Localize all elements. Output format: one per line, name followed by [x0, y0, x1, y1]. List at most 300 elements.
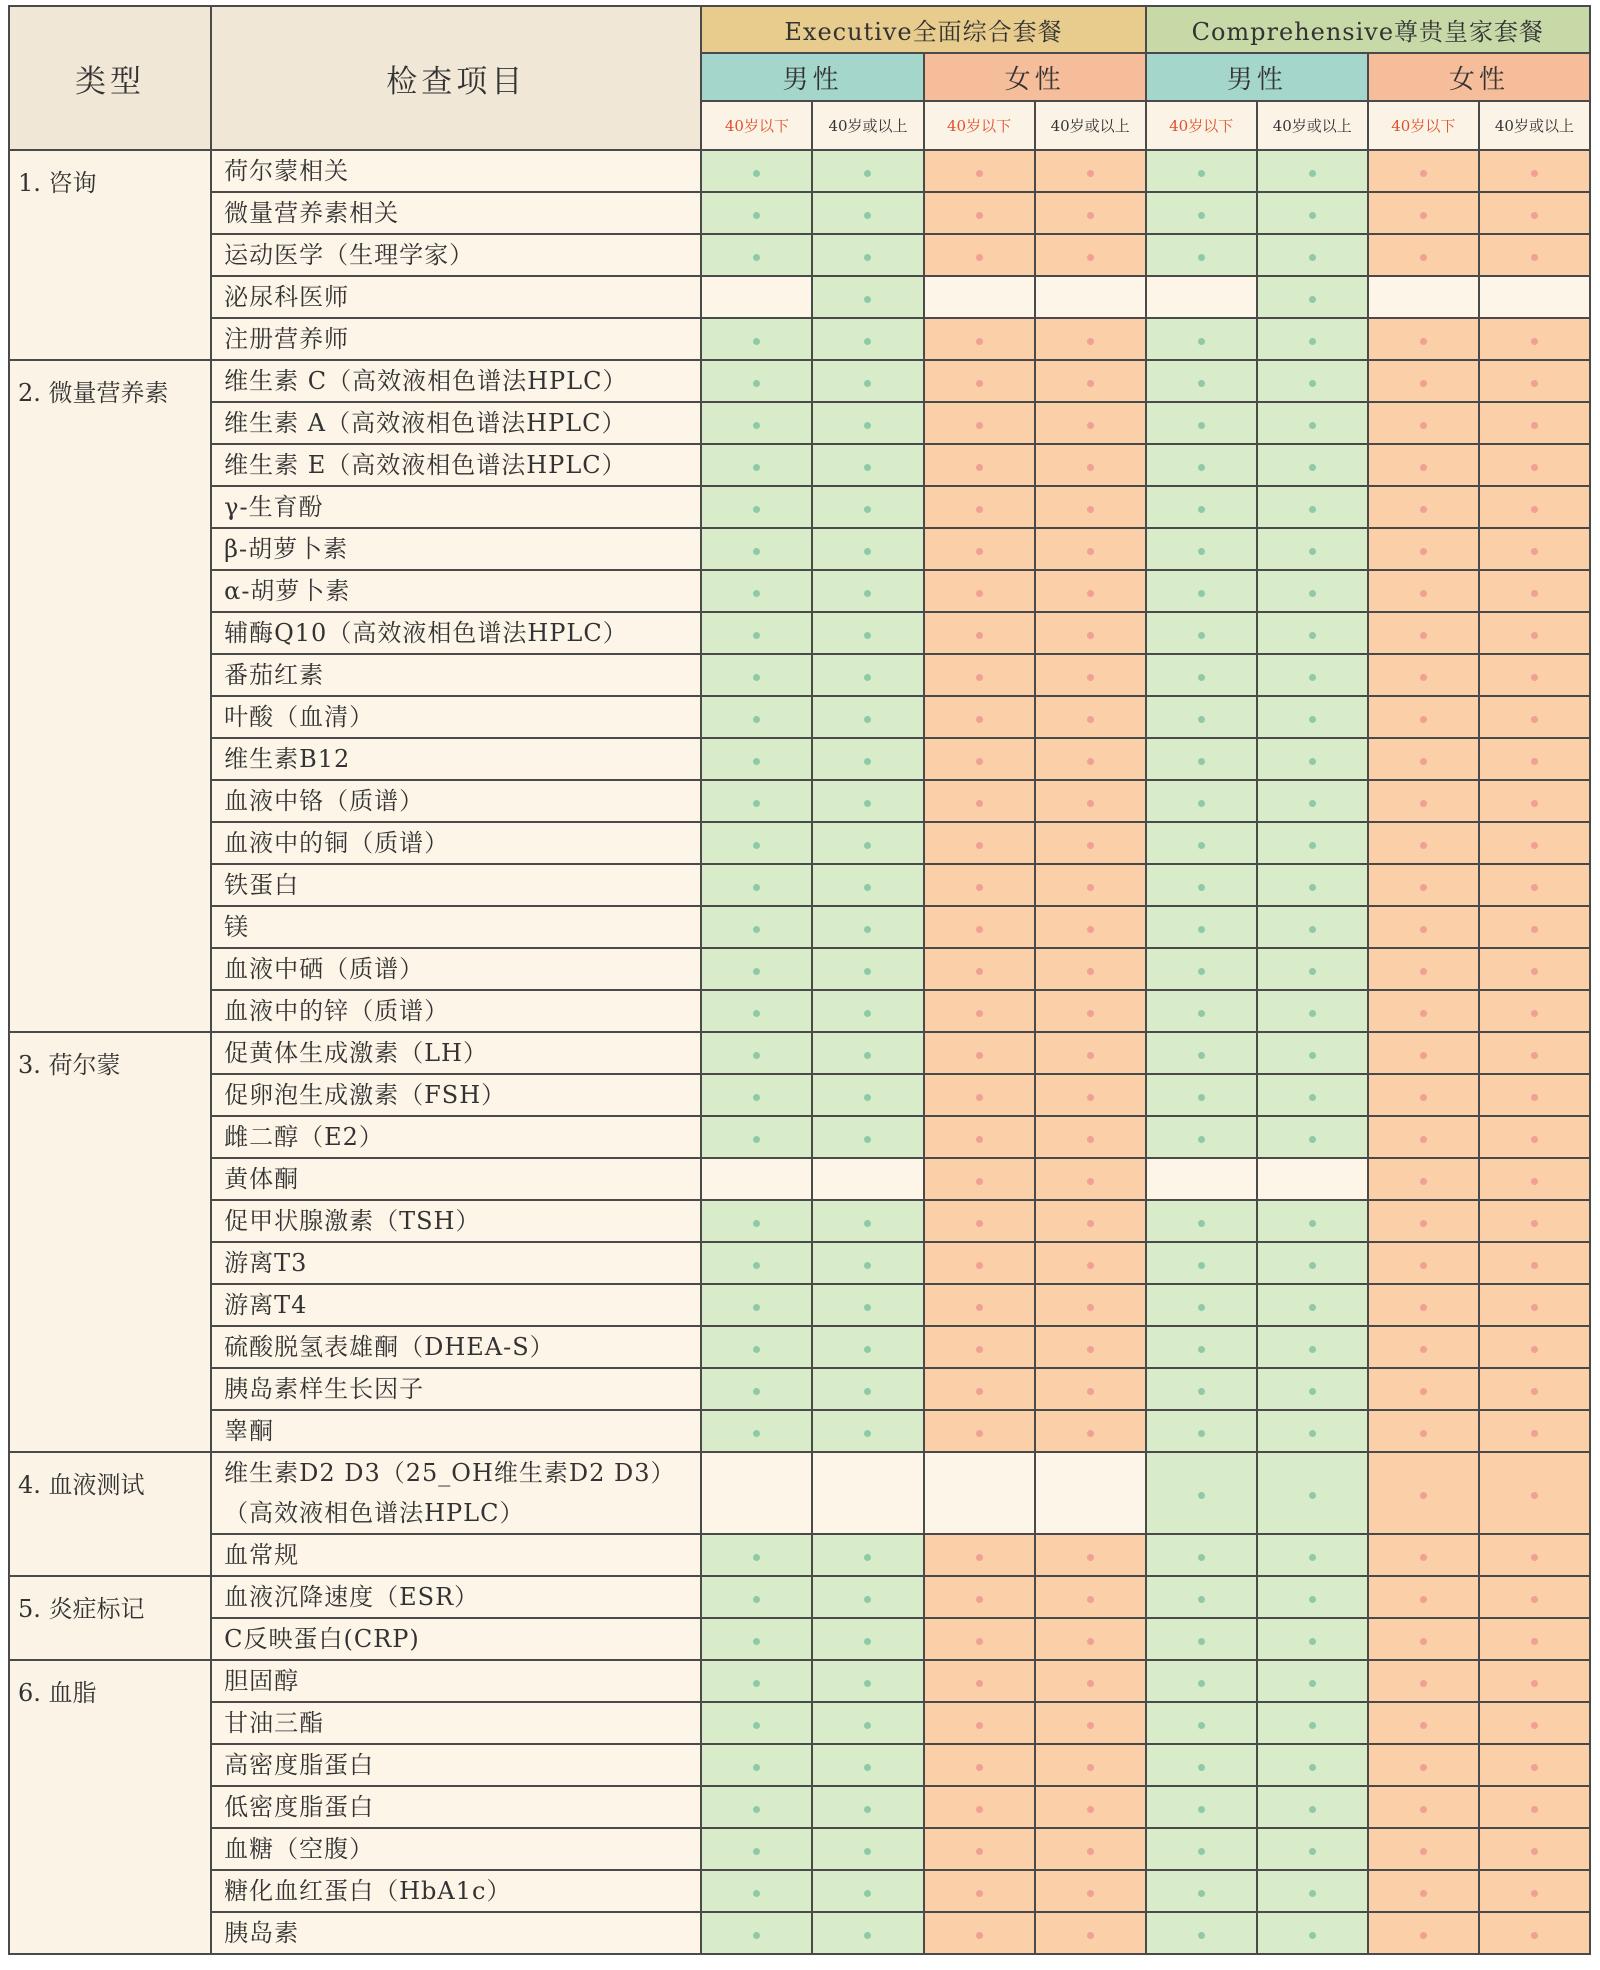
included-dot-icon [1087, 716, 1094, 723]
included-cell [1479, 570, 1590, 612]
included-dot-icon [1420, 590, 1427, 597]
table-row [9, 276, 1590, 318]
category-cell: 2. 微量营养素 [9, 360, 211, 1032]
comprehensive-male-header: 男性 [1146, 53, 1368, 101]
included-dot-icon [976, 170, 983, 177]
included-dot-icon [1309, 1430, 1316, 1437]
included-cell [924, 570, 1035, 612]
included-dot-icon [753, 800, 760, 807]
included-cell [1479, 1200, 1590, 1242]
included-cell [1257, 444, 1368, 486]
included-dot-icon [1309, 1262, 1316, 1269]
included-cell [1479, 1242, 1590, 1284]
included-cell [1146, 864, 1257, 906]
included-dot-icon [753, 926, 760, 933]
exam-item-cell [211, 1158, 701, 1200]
exam-item-name: 游离T3 [224, 1249, 308, 1277]
exam-item-name: γ-生育酚 [224, 493, 324, 521]
included-cell [1035, 1116, 1146, 1158]
table-row [9, 192, 1590, 234]
exam-item-name: C反映蛋白(CRP) [224, 1625, 420, 1653]
included-cell [812, 1032, 923, 1074]
included-cell [924, 360, 1035, 402]
included-dot-icon [1420, 548, 1427, 555]
table-row [9, 1744, 1590, 1786]
included-cell [1257, 360, 1368, 402]
included-dot-icon [1531, 1220, 1538, 1227]
included-cell [1479, 1660, 1590, 1702]
included-cell [701, 234, 812, 276]
included-cell [1368, 612, 1479, 654]
included-cell [1257, 276, 1368, 318]
table-row [9, 1284, 1590, 1326]
table-row [9, 360, 1590, 402]
included-dot-icon [1531, 1010, 1538, 1017]
included-dot-icon [753, 674, 760, 681]
exam-item-cell [211, 1618, 701, 1660]
included-dot-icon [1087, 170, 1094, 177]
included-dot-icon [976, 212, 983, 219]
included-dot-icon [1309, 926, 1316, 933]
included-cell [1146, 780, 1257, 822]
included-dot-icon [753, 1220, 760, 1227]
included-dot-icon [976, 632, 983, 639]
included-dot-icon [1087, 632, 1094, 639]
included-dot-icon [1198, 1388, 1205, 1395]
included-cell [924, 1618, 1035, 1660]
exam-item-cell [211, 444, 701, 486]
included-dot-icon [1087, 1178, 1094, 1185]
exam-item-cell [211, 822, 701, 864]
included-dot-icon [976, 254, 983, 261]
included-dot-icon [1531, 1806, 1538, 1813]
included-cell [1479, 822, 1590, 864]
included-cell [924, 654, 1035, 696]
included-cell [1035, 822, 1146, 864]
exam-item-name: 维生素 A（高效液相色谱法HPLC） [224, 409, 627, 437]
included-cell [812, 1368, 923, 1410]
included-cell [1368, 864, 1479, 906]
exam-item-cell [211, 1786, 701, 1828]
table-row [9, 1576, 1590, 1618]
included-cell [1035, 1032, 1146, 1074]
exam-item-cell [211, 234, 701, 276]
age-under-40-header: 40岁以下 [1368, 101, 1479, 150]
included-dot-icon [1420, 1638, 1427, 1645]
included-cell [1035, 738, 1146, 780]
included-dot-icon [864, 1094, 871, 1101]
not-included-cell [701, 276, 812, 318]
included-cell [1257, 1032, 1368, 1074]
included-cell [1479, 864, 1590, 906]
table-row [9, 990, 1590, 1032]
included-cell [701, 612, 812, 654]
included-cell [1146, 234, 1257, 276]
included-dot-icon [1420, 1764, 1427, 1771]
included-cell [924, 1116, 1035, 1158]
included-dot-icon [753, 842, 760, 849]
included-dot-icon [864, 1848, 871, 1855]
included-cell [1146, 612, 1257, 654]
included-dot-icon [1531, 1304, 1538, 1311]
exam-item-cell [211, 1828, 701, 1870]
included-dot-icon [976, 1178, 983, 1185]
included-cell [924, 822, 1035, 864]
included-dot-icon [864, 338, 871, 345]
included-dot-icon [1309, 506, 1316, 513]
included-cell [1368, 1828, 1479, 1870]
included-dot-icon [1309, 1806, 1316, 1813]
included-cell [1479, 402, 1590, 444]
included-cell [1257, 612, 1368, 654]
exam-item-cell [211, 1242, 701, 1284]
included-dot-icon [753, 1722, 760, 1729]
included-dot-icon [1531, 1346, 1538, 1353]
included-dot-icon [1087, 1680, 1094, 1687]
exam-item-name: 血液中的锌（质谱） [224, 997, 450, 1025]
included-dot-icon [1198, 422, 1205, 429]
table-row [9, 1912, 1590, 1954]
included-dot-icon [1420, 968, 1427, 975]
included-cell [1368, 318, 1479, 360]
included-dot-icon [1531, 170, 1538, 177]
included-dot-icon [1420, 1932, 1427, 1939]
included-cell [1368, 402, 1479, 444]
included-dot-icon [1087, 1722, 1094, 1729]
included-cell [1257, 1576, 1368, 1618]
included-dot-icon [1309, 800, 1316, 807]
included-dot-icon [1531, 506, 1538, 513]
included-dot-icon [1087, 1806, 1094, 1813]
exam-item-cell [211, 1116, 701, 1158]
exam-item-name: 胰岛素 [224, 1919, 300, 1947]
included-cell [924, 1158, 1035, 1200]
included-cell [1257, 1618, 1368, 1660]
included-cell [1146, 1074, 1257, 1116]
included-dot-icon [864, 1554, 871, 1561]
included-dot-icon [1309, 884, 1316, 891]
included-dot-icon [1309, 590, 1316, 597]
not-included-cell [1035, 1452, 1146, 1534]
included-dot-icon [1531, 1492, 1538, 1499]
included-dot-icon [1420, 1346, 1427, 1353]
included-cell [1257, 1368, 1368, 1410]
exam-item-name: 铁蛋白 [224, 871, 300, 899]
exam-item-cell [211, 570, 701, 612]
included-dot-icon [1309, 1220, 1316, 1227]
included-cell [924, 1326, 1035, 1368]
included-cell [1368, 1074, 1479, 1116]
included-dot-icon [1198, 1638, 1205, 1645]
category-cell: 6. 血脂 [9, 1660, 211, 1954]
included-dot-icon [1087, 1638, 1094, 1645]
included-cell [1368, 1410, 1479, 1452]
included-cell [701, 1576, 812, 1618]
included-cell [1035, 948, 1146, 990]
included-dot-icon [1198, 1052, 1205, 1059]
included-dot-icon [753, 1388, 760, 1395]
included-dot-icon [1309, 422, 1316, 429]
included-dot-icon [1420, 1262, 1427, 1269]
included-cell [1257, 654, 1368, 696]
table-row [9, 1074, 1590, 1116]
column-header-type: 类型 [9, 6, 211, 150]
exam-item-name: 睾酮 [224, 1417, 275, 1445]
included-cell [1035, 1660, 1146, 1702]
included-dot-icon [1531, 842, 1538, 849]
included-cell [701, 1116, 812, 1158]
included-dot-icon [976, 548, 983, 555]
included-dot-icon [1198, 380, 1205, 387]
included-dot-icon [1309, 1680, 1316, 1687]
included-dot-icon [1420, 464, 1427, 471]
included-dot-icon [864, 716, 871, 723]
included-dot-icon [1531, 1722, 1538, 1729]
included-cell [1035, 486, 1146, 528]
included-cell [701, 1702, 812, 1744]
exam-item-cell [211, 1032, 701, 1074]
included-cell [924, 1200, 1035, 1242]
exam-item-cell [211, 780, 701, 822]
included-cell [1257, 990, 1368, 1032]
table-row [9, 1032, 1590, 1074]
included-cell [701, 528, 812, 570]
package-comparison-table-wrapper [8, 5, 1591, 1955]
included-cell [1146, 1116, 1257, 1158]
included-cell [924, 1242, 1035, 1284]
included-dot-icon [1420, 884, 1427, 891]
not-included-cell [701, 1158, 812, 1200]
included-cell [701, 486, 812, 528]
included-cell [1479, 444, 1590, 486]
included-dot-icon [753, 506, 760, 513]
included-cell [1035, 906, 1146, 948]
included-dot-icon [1198, 1346, 1205, 1353]
included-cell [1257, 1410, 1368, 1452]
included-cell [1146, 1912, 1257, 1954]
table-row [9, 528, 1590, 570]
included-cell [701, 360, 812, 402]
included-cell [812, 654, 923, 696]
included-dot-icon [1087, 1346, 1094, 1353]
included-cell [1368, 990, 1479, 1032]
included-cell [1479, 1702, 1590, 1744]
included-dot-icon [753, 1638, 760, 1645]
included-cell [701, 1660, 812, 1702]
exam-item-name: 血常规 [224, 1541, 300, 1569]
included-cell [1035, 1912, 1146, 1954]
included-dot-icon [1198, 1932, 1205, 1939]
included-cell [812, 1744, 923, 1786]
included-cell [924, 1368, 1035, 1410]
included-cell [1035, 1828, 1146, 1870]
included-cell [1146, 1702, 1257, 1744]
included-dot-icon [864, 254, 871, 261]
included-cell [1035, 1242, 1146, 1284]
exam-item-name: 甘油三酯 [224, 1709, 325, 1737]
included-dot-icon [864, 1764, 871, 1771]
included-dot-icon [1531, 1430, 1538, 1437]
included-cell [1257, 318, 1368, 360]
included-dot-icon [1087, 1430, 1094, 1437]
included-cell [1368, 1786, 1479, 1828]
included-dot-icon [1087, 1890, 1094, 1897]
table-row [9, 234, 1590, 276]
table-row [9, 150, 1590, 192]
included-dot-icon [976, 1010, 983, 1017]
included-cell [812, 780, 923, 822]
included-cell [924, 738, 1035, 780]
included-dot-icon [1087, 338, 1094, 345]
exam-item-name: 高密度脂蛋白 [224, 1751, 375, 1779]
included-dot-icon [1420, 1680, 1427, 1687]
included-dot-icon [976, 674, 983, 681]
included-cell [812, 360, 923, 402]
included-cell [1257, 1200, 1368, 1242]
table-row [9, 1158, 1590, 1200]
included-dot-icon [753, 254, 760, 261]
included-cell [1146, 318, 1257, 360]
included-dot-icon [1198, 170, 1205, 177]
included-cell [1146, 738, 1257, 780]
included-dot-icon [1198, 1304, 1205, 1311]
included-dot-icon [864, 968, 871, 975]
included-cell [1257, 1870, 1368, 1912]
included-dot-icon [976, 926, 983, 933]
included-cell [1257, 1534, 1368, 1576]
included-cell [1146, 906, 1257, 948]
included-cell [1368, 1452, 1479, 1534]
included-cell [1479, 1576, 1590, 1618]
included-cell [1257, 780, 1368, 822]
included-cell [701, 1410, 812, 1452]
included-cell [1035, 1744, 1146, 1786]
included-cell [812, 444, 923, 486]
table-row [9, 612, 1590, 654]
included-dot-icon [1198, 1890, 1205, 1897]
included-cell [1257, 906, 1368, 948]
included-cell [701, 738, 812, 780]
included-cell [701, 696, 812, 738]
included-cell [1035, 1870, 1146, 1912]
included-dot-icon [976, 1052, 983, 1059]
age-40-plus-header: 40岁或以上 [1035, 101, 1146, 150]
table-row [9, 1786, 1590, 1828]
included-cell [1368, 780, 1479, 822]
included-dot-icon [1420, 380, 1427, 387]
exam-item-cell [211, 948, 701, 990]
included-cell [1146, 360, 1257, 402]
included-cell [1146, 1870, 1257, 1912]
included-dot-icon [976, 1388, 983, 1395]
exam-item-name: 血液中铬（质谱） [224, 787, 425, 815]
included-cell [1257, 1702, 1368, 1744]
category-cell: 4. 血液测试 [9, 1452, 211, 1576]
included-cell [701, 444, 812, 486]
included-dot-icon [976, 1554, 983, 1561]
included-dot-icon [1420, 926, 1427, 933]
included-dot-icon [1087, 1304, 1094, 1311]
table-row [9, 444, 1590, 486]
exam-item-cell [211, 150, 701, 192]
included-cell [1368, 234, 1479, 276]
age-40-plus-header: 40岁或以上 [1479, 101, 1590, 150]
included-cell [812, 1702, 923, 1744]
included-dot-icon [1198, 1722, 1205, 1729]
included-cell [812, 906, 923, 948]
table-row [9, 696, 1590, 738]
included-cell [812, 1200, 923, 1242]
exam-item-cell [211, 276, 701, 318]
included-dot-icon [864, 884, 871, 891]
included-cell [1479, 1410, 1590, 1452]
included-cell [1479, 1032, 1590, 1074]
included-cell [1257, 1828, 1368, 1870]
included-cell [701, 1618, 812, 1660]
included-cell [701, 822, 812, 864]
exam-item-cell [211, 486, 701, 528]
included-dot-icon [1420, 800, 1427, 807]
exam-item-cell [211, 318, 701, 360]
exam-item-cell [211, 1410, 701, 1452]
included-cell [812, 528, 923, 570]
included-dot-icon [1420, 1722, 1427, 1729]
included-cell [812, 1912, 923, 1954]
included-dot-icon [1420, 632, 1427, 639]
included-dot-icon [1531, 548, 1538, 555]
included-cell [701, 948, 812, 990]
included-cell [701, 1912, 812, 1954]
age-under-40-header: 40岁以下 [924, 101, 1035, 150]
included-dot-icon [1309, 1492, 1316, 1499]
exam-item-name: 血糖（空腹） [224, 1835, 375, 1863]
exam-item-name: 辅酶Q10（高效液相色谱法HPLC） [224, 619, 628, 647]
included-dot-icon [976, 590, 983, 597]
included-cell [1257, 738, 1368, 780]
included-dot-icon [1087, 380, 1094, 387]
age-under-40-header: 40岁以下 [701, 101, 812, 150]
included-cell [701, 318, 812, 360]
not-included-cell [1257, 1158, 1368, 1200]
included-dot-icon [1531, 338, 1538, 345]
included-dot-icon [1420, 1178, 1427, 1185]
included-cell [1368, 1326, 1479, 1368]
included-cell [701, 780, 812, 822]
included-dot-icon [864, 380, 871, 387]
included-cell [1035, 444, 1146, 486]
included-dot-icon [1087, 1136, 1094, 1143]
included-cell [812, 1576, 923, 1618]
included-dot-icon [753, 716, 760, 723]
included-cell [1146, 1618, 1257, 1660]
included-cell [1479, 234, 1590, 276]
exam-item-name: 促甲状腺激素（TSH） [224, 1207, 481, 1235]
exam-item-name: 微量营养素相关 [224, 199, 400, 227]
included-dot-icon [1309, 548, 1316, 555]
included-cell [1035, 1786, 1146, 1828]
included-cell [1035, 150, 1146, 192]
exam-item-name: 游离T4 [224, 1291, 308, 1319]
included-dot-icon [864, 1010, 871, 1017]
table-row [9, 654, 1590, 696]
table-row [9, 864, 1590, 906]
included-dot-icon [1087, 422, 1094, 429]
included-cell [812, 1618, 923, 1660]
included-cell [1368, 1242, 1479, 1284]
included-cell [1368, 150, 1479, 192]
included-cell [1368, 1158, 1479, 1200]
included-cell [1146, 654, 1257, 696]
